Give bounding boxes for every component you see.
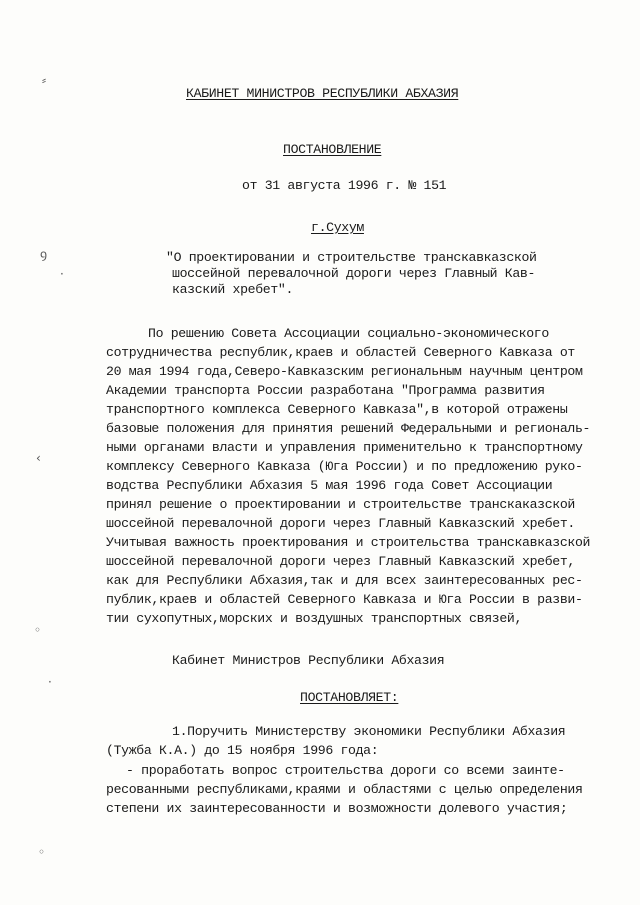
preamble-line: водства Республики Абхазия 5 мая 1996 года Совет Ассоциации <box>106 478 553 493</box>
document-type: ПОСТАНОВЛЕНИЕ <box>283 142 382 157</box>
margin-mark: ⸗ <box>42 73 46 87</box>
subject-line: "О проектировании и строительстве транскавказской <box>166 250 537 265</box>
preamble-line: Учитывая важность проектирования и строительства транскавказской <box>106 535 591 550</box>
margin-mark: ◦ <box>38 845 46 859</box>
preamble-line: Академии транспорта России разработана "Программа развития <box>106 383 545 398</box>
organization-title: КАБИНЕТ МИНИСТРОВ РЕСПУБЛИКИ АБХАЗИЯ <box>186 86 459 101</box>
preamble-line: 20 мая 1994 года,Северо-Кавказским региональным научным центром <box>106 364 583 379</box>
clause-line: 1.Поручить Министерству экономики Республики Абхазия <box>172 724 566 739</box>
preamble-line: транспортного комплекса Северного Кавказа",в которой отражены <box>106 402 568 417</box>
margin-mark: · <box>48 675 52 689</box>
clause-line: (Тужба К.А.) до 15 ноября 1996 года: <box>106 743 379 758</box>
clause-line: степени их заинтересованности и возможности долевого участия; <box>106 801 568 816</box>
preamble-line: ными органами власти и управления применительно к транспортному <box>106 440 583 455</box>
preamble-line: как для Республики Абхазия,так и для всех заинтересованных рес- <box>106 573 583 588</box>
city: г.Сухум <box>311 220 364 235</box>
preamble-line: тии сухопутных,морских и воздушных транспортных связей, <box>106 611 523 626</box>
subject-line: казский хребет". <box>172 282 294 297</box>
margin-mark: ◦ <box>34 623 42 637</box>
issuer: Кабинет Министров Республики Абхазия <box>172 653 445 668</box>
preamble-line: шоссейной перевалочной дороги через Главный Кавказский хребет. <box>106 516 575 531</box>
preamble-line: сотрудничества республик,краев и областей Северного Кавказа от <box>106 345 575 360</box>
preamble-line: принял решение о проектировании и строительстве транскаказской <box>106 497 575 512</box>
preamble-line: публик,краев и областей Северного Кавказа и Юга России в разви- <box>106 592 583 607</box>
decree-word: ПОСТАНОВЛЯЕТ: <box>300 690 399 705</box>
preamble-line: По решению Совета Ассоциации социально-экономического <box>148 326 549 341</box>
subject-line: шоссейной перевалочной дороги через Главный Кав- <box>172 266 536 281</box>
margin-mark: · <box>60 267 64 281</box>
margin-mark: ꝯ <box>40 247 48 261</box>
preamble-line: базовые положения для принятия решений Федеральными и региональ- <box>106 421 591 436</box>
preamble-line: комплексу Северного Кавказа (Юга России) и по предложению руко- <box>106 459 583 474</box>
preamble-line: шоссейной перевалочной дороги через Главный Кавказский хребет, <box>106 554 575 569</box>
date-and-number: от 31 августа 1996 г. № 151 <box>242 178 447 193</box>
margin-mark: ‹ <box>36 451 41 465</box>
clause-line: - проработать вопрос строительства дороги со всеми заинте- <box>126 763 565 778</box>
clause-line: ресованными республиками,краями и областями с целью определения <box>106 782 583 797</box>
